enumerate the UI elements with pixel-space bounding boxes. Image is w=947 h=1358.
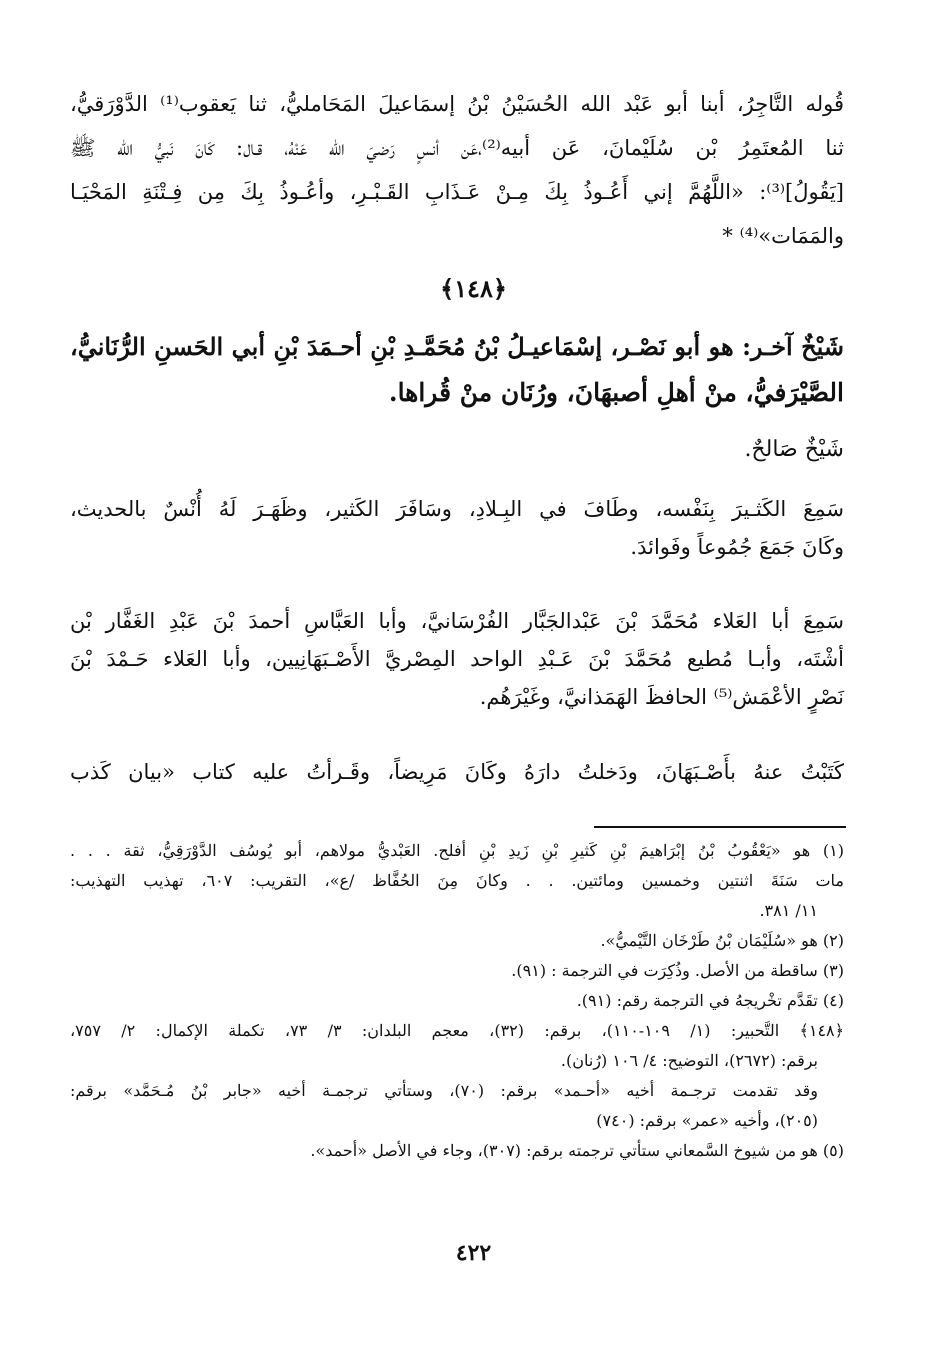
- text-line: [يَقُولُ]⁽³⁾: «اللَّهُمَّ إني أَعُـوذُ بِكَ مِـنْ عَـذَابِ القَـبْـرِ، وأعُـوذُ بِكَ مِن فِـتْنَةِ المَحْيَـا: [70, 180, 844, 204]
- footnote-line: (١) هو «يَعْقُوبُ بْنُ إبْرَاهيمَ بْنِ كَثيرِ بْنِ زَيدِ بْنِ أفلح. العَبْديُّ مولاهم، أبو يُوسُف الدَّوْرَقِيُّ، ثقة . . .: [70, 841, 844, 860]
- footnote-line: (٢٠٥)، وأخيه «عمر» برقم: (٧٤٠): [596, 1111, 818, 1130]
- text-line: كَتَبْتُ عنهُ بأَصْـبَهَانَ، ودَخلتُ دارَهُ وكَانَ مَرِيضاً، وقَـرأتُ عليه كتاب «بيان كَذب: [70, 760, 844, 784]
- footnotes: [70, 836, 844, 1166]
- teachers-paragraph: [70, 602, 844, 716]
- footnote-line: (٤) تقَدَّم تخْريجهُ في الترجمة رقم: (٩١).: [576, 991, 844, 1010]
- footnote-line: (٢) هو «سُلَيْمَان بْنُ طَرْخَان التَّيْميُّ».: [600, 931, 844, 950]
- text-line: نَصْرٍ الأعْمَش⁽⁵⁾ الحافظَ الهَمَذانيَّ، وغَيْرَهُم.: [479, 685, 844, 709]
- travels-paragraph: [70, 490, 844, 566]
- text-line: والمَمَات»⁽⁴⁾ *: [722, 224, 844, 248]
- text-line: شَيْخٌ آخـر: هو أبو نَصْـر، إسْمَاعيـلُ بْنُ مُحَمَّـدِ بْنِ أحـمَدَ بْنِ أبي الحَسنِ الرُّنَانيُّ،: [70, 332, 844, 361]
- footnote-line: وقد تقدمت ترجـمة أخيه «أحـمد» برقم: (٧٠)، وستأتي ترجمـة أخيه «جابر بْنُ مُـحَمَّد» برقم:: [70, 1081, 819, 1100]
- footnote-separator: [594, 826, 846, 828]
- text-line: سَمِعَ أبا العَلاء مُحَمَّدَ بْنَ عَبْدالجَبَّار الفُرْسَانيَّ، وأبا العَبَّاسِ أحمدَ بْنَ عَبْدِ الغَفَّار بْن: [70, 609, 844, 633]
- biography-intro-paragraph: [70, 324, 844, 416]
- text-line: ثنا المُعتَمِرُ بْن سُلَيْمانَ، عَن أبيه⁽²⁾،عَن أنسٍ رَضيَ الله عَنْهُ، قـال: كَانَ نَبيُّ الله ﷺ: [70, 136, 844, 160]
- text-line: سَمِعَ الكَثـيرَ بِنَفْسه، وطَافَ في البِـلادِ، وسَافَرَ الكَثير، وظَهَـرَ لَهُ أُنْسٌ بالحديث،: [70, 497, 844, 521]
- previous-entry-text: [70, 82, 844, 258]
- text-line: أشْتَه، وأبـا مُطيع مُحَمَّدَ بْنَ عَـبْدِ الواحد المِصْريَّ الأَصْـبَهَانِيين، وأبا العَلاء حَـمْدَ بْنَ: [70, 647, 844, 671]
- entry-number-heading: ﴿١٤٨﴾: [440, 274, 507, 303]
- text-line: قُوله التَّاجِرُ، أبنا أبو عَبْد الله الحُسَيْنُ بْنُ إسمَاعيلَ المَحَامليُّ، ثنا يَعقوب⁽¹⁾ الدَّوْرَقيُّ،: [70, 92, 844, 116]
- description-paragraph: [70, 430, 844, 470]
- author-note-paragraph: [70, 752, 844, 792]
- footnote-line: برقم: (٢٦٧٢)، التوضيح: ٤/ ١٠٦ (رُنان).: [560, 1051, 818, 1070]
- page-number: ٤٢٢: [455, 1240, 492, 1266]
- footnote-line: مات سَنَةَ اثنتين وخمسين ومائتين. . . وكانَ مِنَ الحُفَّاظ /ع»، التقريب: ٦٠٧، تهذيب التهذيب:: [70, 871, 844, 890]
- footnote-line: (٣) ساقطة من الأصل. وذُكِرَت في الترجمة : (٩١).: [511, 961, 844, 980]
- text-line: وكَانَ جَمَعَ جُمُوعاً وفَوائدَ.: [630, 535, 844, 559]
- footnote-line: (٥) هو من شيوخ السَّمعاني ستأتي ترجمته برقم: (٣٠٧)، وجاء في الأصل «أحمد».: [310, 1141, 844, 1160]
- text-line: الصَّيْرَفيُّ، منْ أهلِ أصبهَانَ، ورُنَان منْ قُراها.: [388, 378, 844, 407]
- text-line: شَيْخٌ صَالحٌ.: [744, 437, 844, 462]
- footnote-line: ﴿١٤٨﴾ التَّحبير: (١/ ١٠٩-١١٠)، برقم: (٣٢)، معجم البلدان: ٣/ ٧٣، تكملة الإكمال: ٢/ ٧٥٧،: [70, 1021, 844, 1040]
- footnote-line: ١١/ ٣٨١.: [759, 901, 818, 920]
